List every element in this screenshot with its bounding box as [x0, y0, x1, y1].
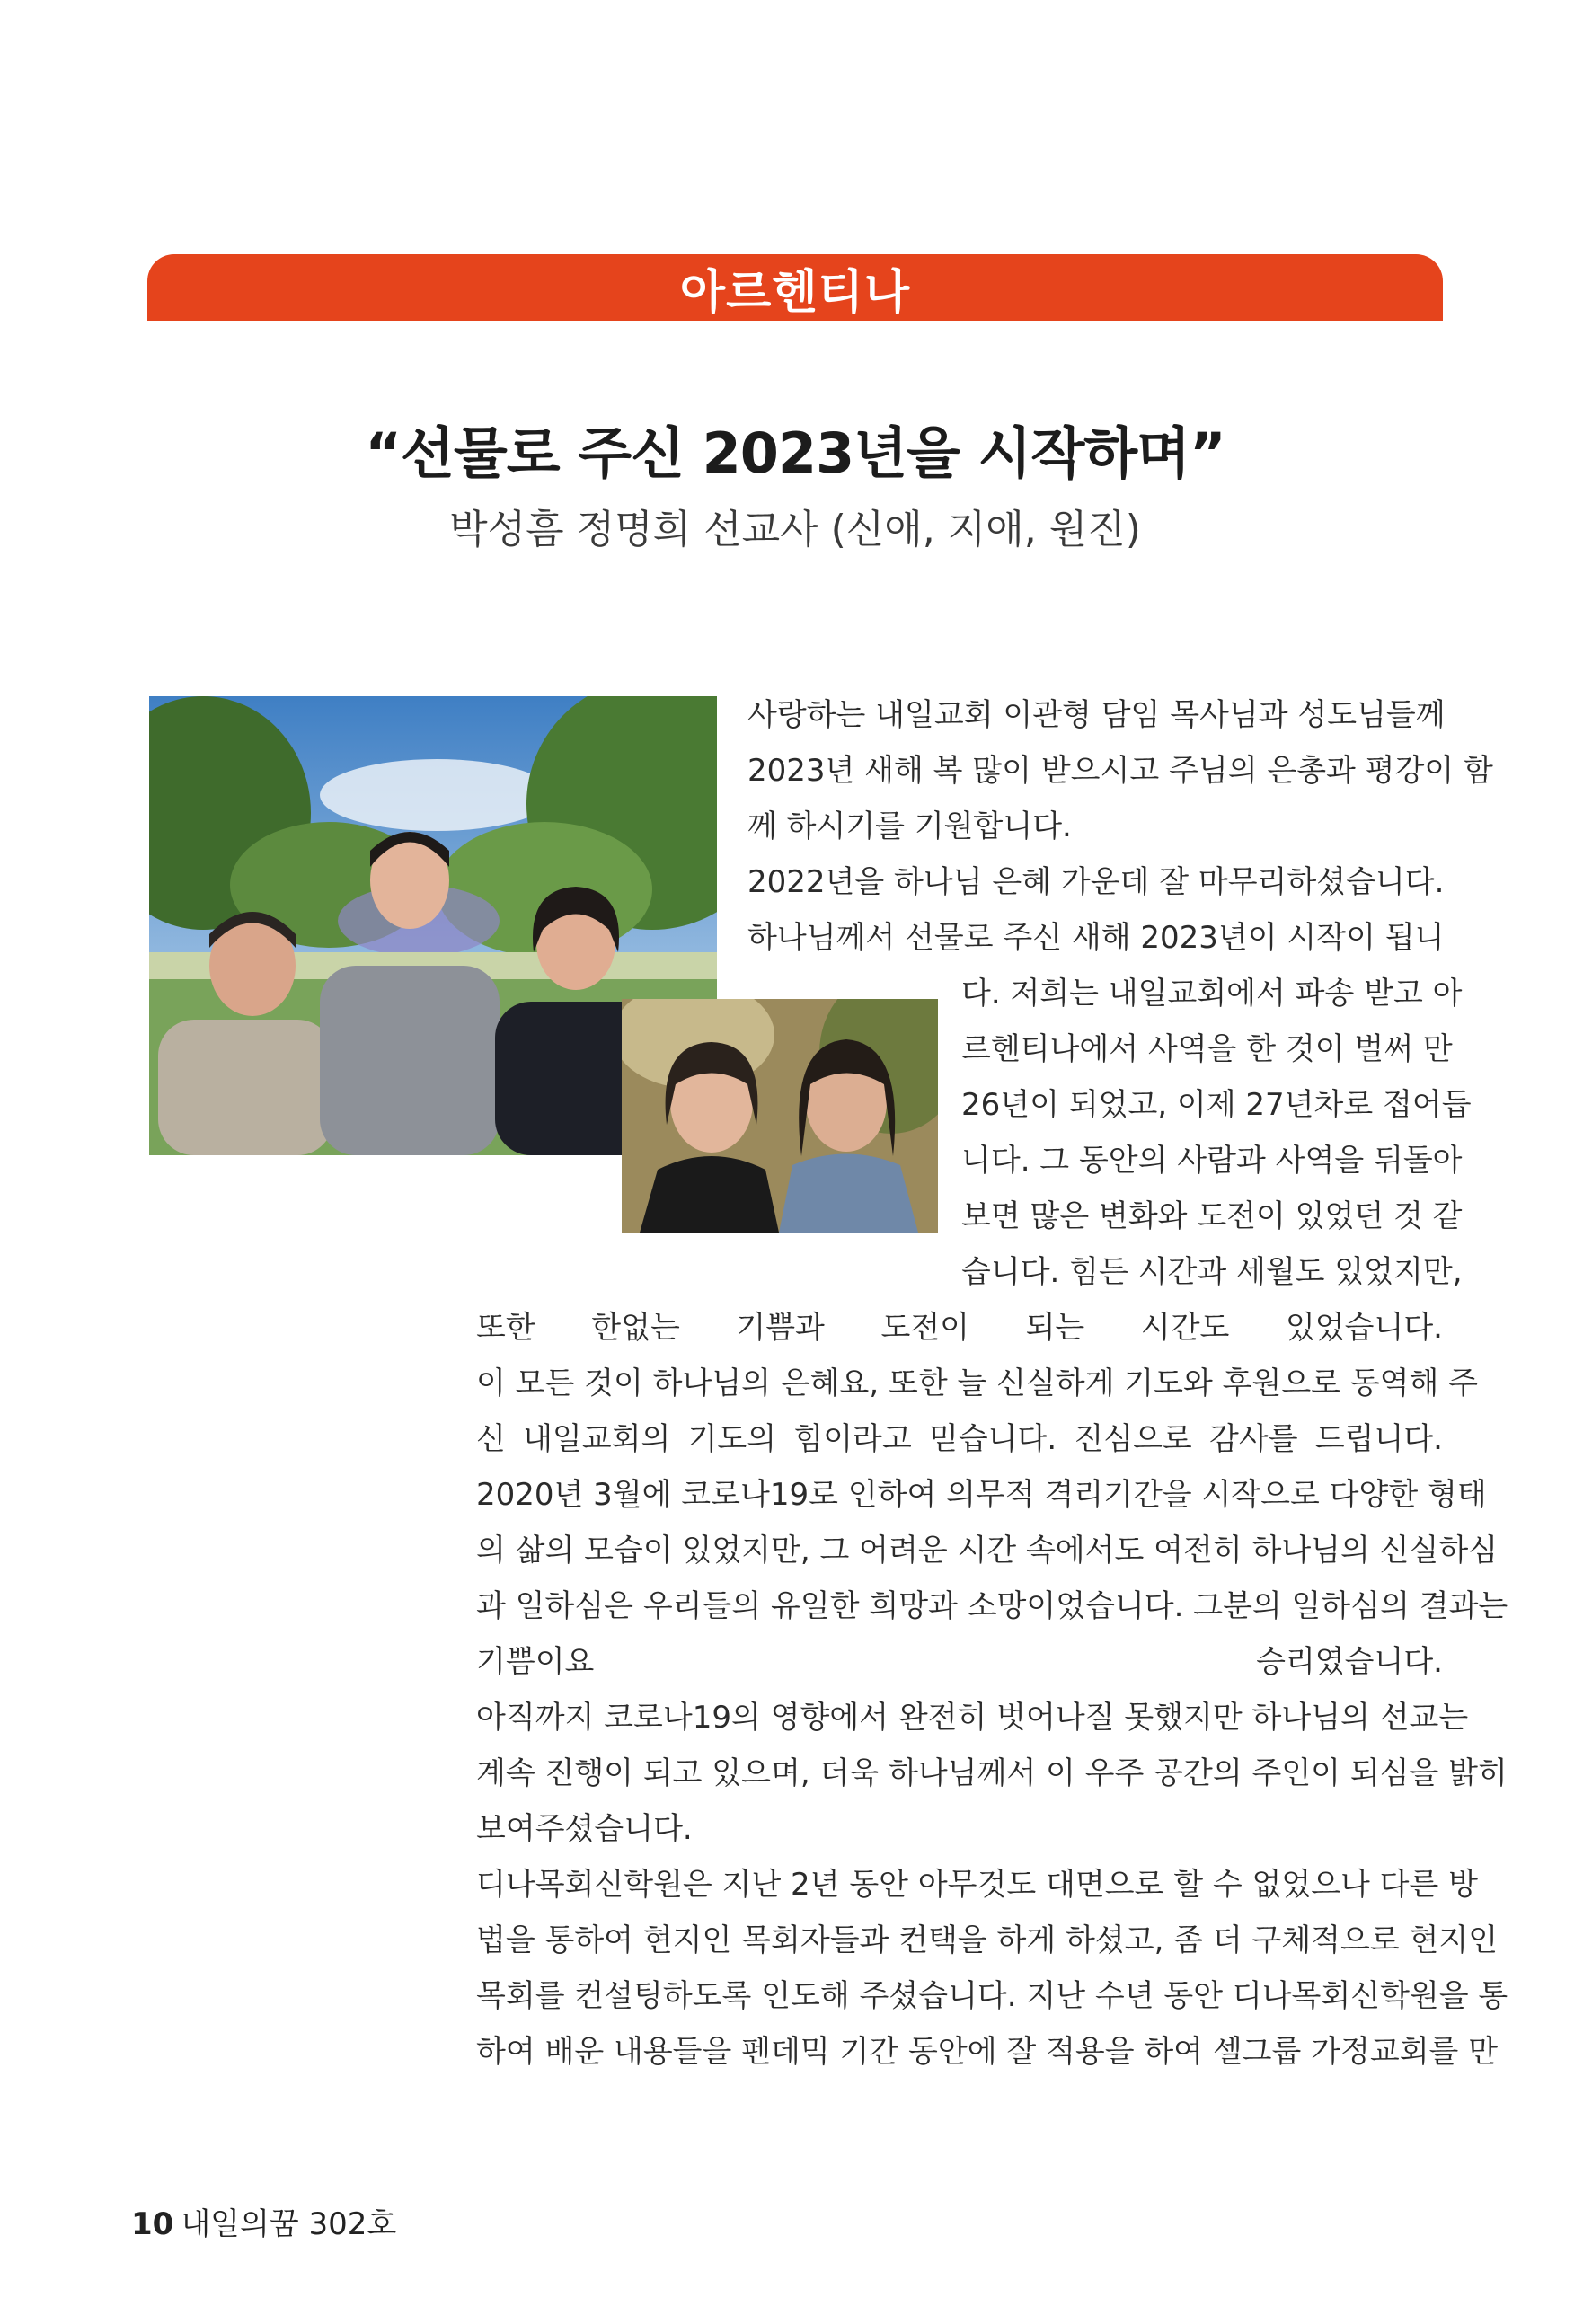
body-line: 신 내일교회의 기도의 힘이라고 믿습니다. 진심으로 감사를 드립니다. [476, 1421, 1443, 1457]
body-line: 26년이 되었고, 이제 27년차로 접어듭 [961, 1087, 1472, 1123]
body-line: 니다. 그 동안의 사람과 사역을 뒤돌아 [961, 1143, 1463, 1179]
body-line: 또한 한없는 기쁨과 도전이 되는 시간도 있었습니다. [476, 1310, 1443, 1346]
article-title: “선물로 주신 2023년을 시작하며” [365, 420, 1225, 486]
body-line: 사랑하는 내일교회 이관형 담임 목사님과 성도님들께 [747, 697, 1446, 733]
body-line: 르헨티나에서 사역을 한 것이 벌써 만 [961, 1031, 1453, 1067]
section-banner [147, 254, 1443, 321]
body-line: 보여주셨습니다. [476, 1811, 693, 1847]
body-line: 과 일하심은 우리들의 유일한 희망과 소망이었습니다. 그분의 일하심의 결과는 [476, 1588, 1508, 1624]
body-line: 법을 통하여 현지인 목회자들과 컨택을 하게 하셨고, 좀 더 구체적으로 현지인 [476, 1922, 1499, 1958]
page-number: 10 [131, 2206, 174, 2242]
body-line: 습니다. 힘든 시간과 세월도 있었지만, [961, 1254, 1463, 1290]
body-line: 다. 저희는 내일교회에서 파송 받고 아 [961, 976, 1463, 1012]
daughters-photo [622, 999, 938, 1233]
body-line: 계속 진행이 되고 있으며, 더욱 하나님께서 이 우주 공간의 주인이 되심을 밝히 [476, 1755, 1508, 1791]
body-line: 께 하시기를 기원합니다. [747, 809, 1072, 844]
body-line: 2023년 새해 복 많이 받으시고 주님의 은총과 평강이 함 [747, 753, 1493, 789]
article-subtitle: 박성흠 정명희 선교사 (신애, 지애, 원진) [449, 507, 1141, 552]
body-line: 아직까지 코로나19의 영향에서 완전히 벗어나질 못했지만 하나님의 선교는 [476, 1700, 1469, 1736]
body-line: 의 삶의 모습이 있었지만, 그 어려운 시간 속에서도 여전히 하나님의 신실하심 [476, 1533, 1499, 1568]
body-line: 디나목회신학원은 지난 2년 동안 아무것도 대면으로 할 수 없었으나 다른 방 [476, 1867, 1479, 1903]
body-line: 하여 배운 내용들을 펜데믹 기간 동안에 잘 적용을 하여 셀그룹 가정교회를 만 [476, 2034, 1499, 2070]
page-footer [131, 2199, 396, 2243]
body-line: 2020년 3월에 코로나19로 인하여 의무적 격리기간을 시작으로 다양한 형태 [476, 1477, 1487, 1513]
section-banner-label: 아르헨티나 [679, 265, 911, 320]
body-line: 하나님께서 선물로 주신 새해 2023년이 시작이 됩니 [747, 920, 1445, 956]
body-line: 목회를 컨설팅하도록 인도해 주셨습니다. 지난 수년 동안 디나목회신학원을 통 [476, 1978, 1508, 2014]
body-line: 2022년을 하나님 은혜 가운데 잘 마무리하셨습니다. [747, 864, 1445, 900]
publication-name: 내일의꿈 302호 [181, 2206, 397, 2242]
body-line: 기쁨이요 승리였습니다. [476, 1644, 1443, 1680]
body-line: 보면 많은 변화와 도전이 있었던 것 같 [961, 1198, 1463, 1234]
body-line: 이 모든 것이 하나님의 은혜요, 또한 늘 신실하게 기도와 후원으로 동역해 주 [476, 1365, 1479, 1401]
